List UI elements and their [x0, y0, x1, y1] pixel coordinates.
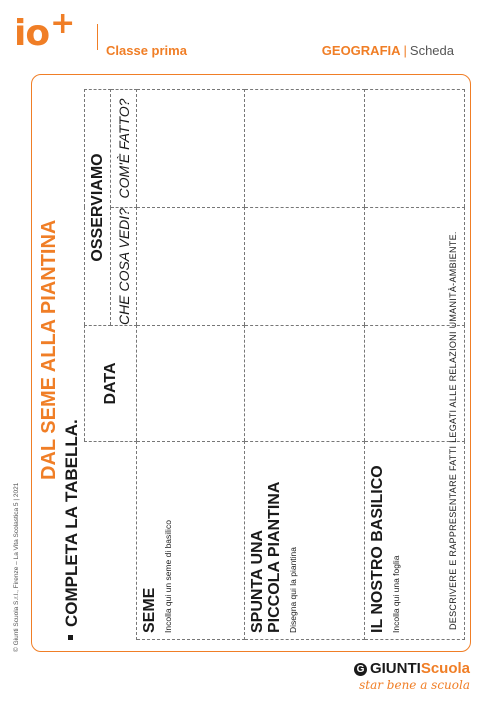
subject-name: GEOGRAFIA — [321, 43, 401, 58]
how-cell[interactable] — [245, 89, 365, 207]
io-plus-logo — [14, 6, 75, 56]
doc-type: Scheda — [409, 43, 454, 58]
date-cell[interactable] — [137, 326, 245, 442]
logo-plus: + — [50, 6, 75, 41]
stage-cell-sprout — [245, 442, 365, 640]
stage-hint: Disegna qui la piantina — [288, 546, 298, 633]
what-cell[interactable] — [245, 208, 365, 326]
stage-title: SPUNTA UNA — [249, 529, 266, 633]
table-row — [137, 89, 245, 639]
observe-header: OSSERVIAMO — [85, 89, 111, 325]
brand-giunti: GIUNTI — [369, 660, 421, 677]
bullet-icon — [68, 635, 73, 640]
class-label: Classe prima — [106, 43, 187, 58]
rotated-worksheet — [32, 80, 468, 650]
stage-cell-seed — [137, 442, 245, 640]
logo-main: io — [14, 13, 50, 54]
giunti-g-icon: G — [354, 663, 367, 676]
col-how-header: COM'È FATTO? — [111, 89, 137, 207]
stage-title: SEME — [141, 587, 158, 633]
table-corner — [85, 442, 137, 640]
stage-title: IL NOSTRO BASILICO — [369, 465, 386, 633]
col-what-header: CHE COSA VEDI? — [111, 208, 137, 326]
subject-separator: | — [403, 43, 407, 58]
date-cell[interactable] — [245, 326, 365, 442]
brand-tagline: star bene a scuola — [359, 678, 470, 692]
learning-objective: DESCRIVERE E RAPPRESENTARE FATTI LEGATI ALLE RELAZIONI UMANITÀ-AMBIENTE. — [448, 231, 458, 630]
giunti-scuola-logo — [354, 660, 470, 692]
header-divider — [97, 24, 98, 50]
how-cell[interactable] — [365, 89, 465, 207]
copyright: © Giunti Scuola S.r.l., Firenze – La Vita Scolastica 5 | 2021 — [13, 482, 20, 652]
date-header: DATA — [85, 326, 137, 442]
instruction-text: COMPLETA LA TABELLA. — [62, 419, 81, 627]
instruction — [62, 419, 82, 640]
stage-title-line2: PICCOLA PIANTINA — [266, 481, 283, 633]
stage-hint: Incolla qui un seme di basilico — [163, 520, 173, 633]
subject-label — [322, 43, 454, 58]
worksheet-title: DAL SEME ALLA PIANTINA — [38, 219, 60, 480]
how-cell[interactable] — [137, 89, 245, 207]
brand-scuola: Scuola — [420, 660, 470, 677]
page-header — [0, 0, 500, 62]
stage-hint: Incolla qui una foglia — [391, 555, 401, 633]
what-cell[interactable] — [137, 208, 245, 326]
table-row — [245, 89, 365, 639]
observation-table — [84, 89, 465, 640]
